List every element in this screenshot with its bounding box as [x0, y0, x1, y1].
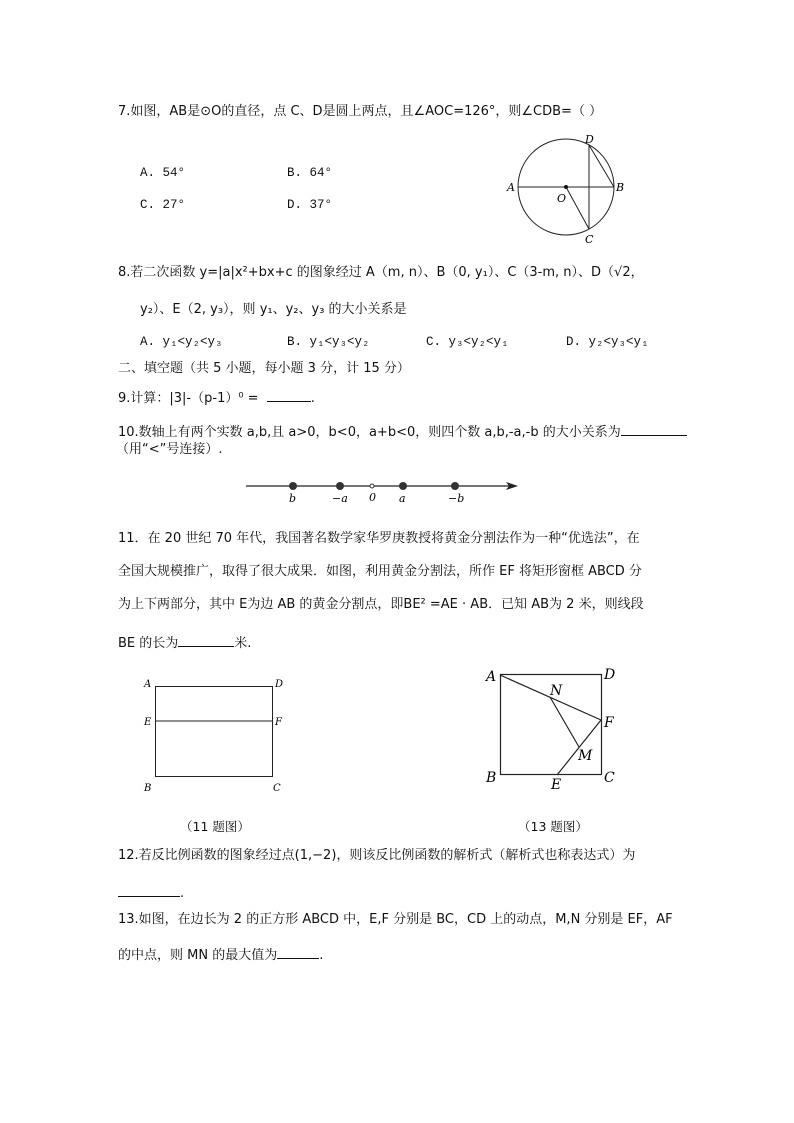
- q8-stem-line1: 8.若二次函数 y=|a|x²+bx+c 的图象经过 A（m, n）、B（0, y₁）、C（3-m, n）、D（√2，: [118, 265, 644, 280]
- label-c: C: [585, 233, 594, 246]
- q11-stem-line2: 全国大规模推广，取得了很大成果．如图，利用黄金分割法，所作 EF 将矩形窗框 ABCD 分: [118, 564, 642, 579]
- q8-option-b: B. y₁<y₃<y₂: [287, 335, 370, 349]
- label-b: B: [616, 181, 625, 194]
- label-m: M: [578, 748, 593, 764]
- label-f: F: [604, 715, 614, 731]
- q7-option-c: C. 27°: [140, 198, 186, 212]
- q8-stem-line2: y₂）、E（2, y₃），则 y₁、y₂、y₃ 的大小关系是: [140, 302, 407, 317]
- q13-square-figure: [475, 660, 625, 790]
- q10-answer-blank[interactable]: [621, 423, 687, 436]
- q11-stem-line1: 11．在 20 世纪 70 年代，我国著名数学家华罗庚教授将黄金分割法作为一种“优选法”，在: [118, 531, 640, 546]
- q13-stem-line2: [118, 946, 323, 964]
- q9-answer-blank[interactable]: [267, 389, 311, 402]
- q8-option-c: C. y₃<y₂<y₁: [426, 335, 509, 349]
- q7-option-b: B. 64°: [287, 166, 333, 180]
- label-d: D: [585, 133, 594, 146]
- label-a: A: [507, 181, 515, 194]
- q10-text: 10.数轴上有两个实数 a,b,且 a>0，b<0，a+b<0，则四个数 a,b,-a,-b 的大小关系为: [118, 425, 621, 440]
- numberline-label-zero: 0: [369, 491, 376, 504]
- q7-option-a: A. 54°: [140, 166, 186, 180]
- q7-stem: 7.如图，AB是⊙O的直径，点 C、D是圆上两点，且∠AOC=126°，则∠CDB=（ ）: [118, 104, 603, 119]
- q8-option-a: A. y₁<y₂<y₃: [140, 335, 223, 349]
- section-heading-fill-in: 二、填空题（共 5 小题，每小题 3 分，计 15 分）: [118, 361, 410, 376]
- q10-stem-line1: [118, 423, 687, 441]
- q10-stem-line2: （用“<”号连接）.: [116, 442, 223, 457]
- q12-stem-line1: 12.若反比例函数的图象经过点(1,−2)，则该反比例函数的解析式（解析式也称表达式）为: [118, 848, 636, 863]
- q11-text: BE 的长为: [118, 636, 179, 651]
- label-a: A: [486, 669, 497, 685]
- label-a: A: [144, 679, 152, 690]
- q9-period: .: [310, 391, 315, 406]
- q12-stem-line2: [118, 884, 184, 902]
- label-e: E: [551, 777, 562, 790]
- q9-expression: 9.计算：|3|-（p-1）⁰ =: [118, 391, 259, 406]
- q11-rectangle-figure: [130, 665, 300, 805]
- q11-figure-caption: （11 题图）: [180, 819, 250, 834]
- q13-answer-blank[interactable]: [277, 946, 319, 959]
- numberline-label-b: b: [289, 492, 297, 505]
- label-c: C: [604, 770, 615, 786]
- q7-circle-figure: [500, 125, 640, 250]
- q13-figure-caption: （13 题图）: [518, 819, 588, 834]
- label-b: B: [486, 770, 497, 786]
- numberline-label-neg-b: −b: [448, 492, 465, 505]
- q11-stem-line4: [118, 634, 251, 652]
- q12-answer-blank[interactable]: [118, 884, 180, 897]
- label-f: F: [275, 717, 282, 728]
- label-c: C: [273, 783, 281, 794]
- q13-stem-line1: 13.如图，在边长为 2 的正方形 ABCD 中，E,F 分别是 BC，CD 上的动点，M,N 分别是 EF，AF: [118, 912, 673, 927]
- q13-period: .: [319, 948, 324, 963]
- label-o: O: [557, 192, 567, 205]
- q13-text: 的中点，则 MN 的最大值为: [118, 948, 278, 963]
- q11-stem-line3: 为上下两部分，其中 E为边 AB 的黄金分割点，即BE² =AE · AB．已知 AB为 2 米，则线段: [118, 597, 644, 612]
- q11-unit: 米.: [234, 636, 252, 651]
- numberline-label-a: a: [399, 492, 406, 505]
- q8-option-d: D. y₂<y₃<y₁: [566, 335, 649, 349]
- q10-number-line: [240, 470, 530, 510]
- label-b: B: [144, 783, 152, 794]
- label-d: D: [604, 667, 616, 683]
- q7-option-d: D. 37°: [287, 198, 333, 212]
- q12-period: .: [180, 886, 185, 901]
- q9-stem: [118, 389, 315, 407]
- label-d: D: [275, 679, 284, 690]
- label-n: N: [550, 683, 563, 699]
- numberline-label-neg-a: −a: [332, 492, 348, 505]
- label-e: E: [144, 717, 152, 728]
- q11-answer-blank[interactable]: [178, 634, 234, 647]
